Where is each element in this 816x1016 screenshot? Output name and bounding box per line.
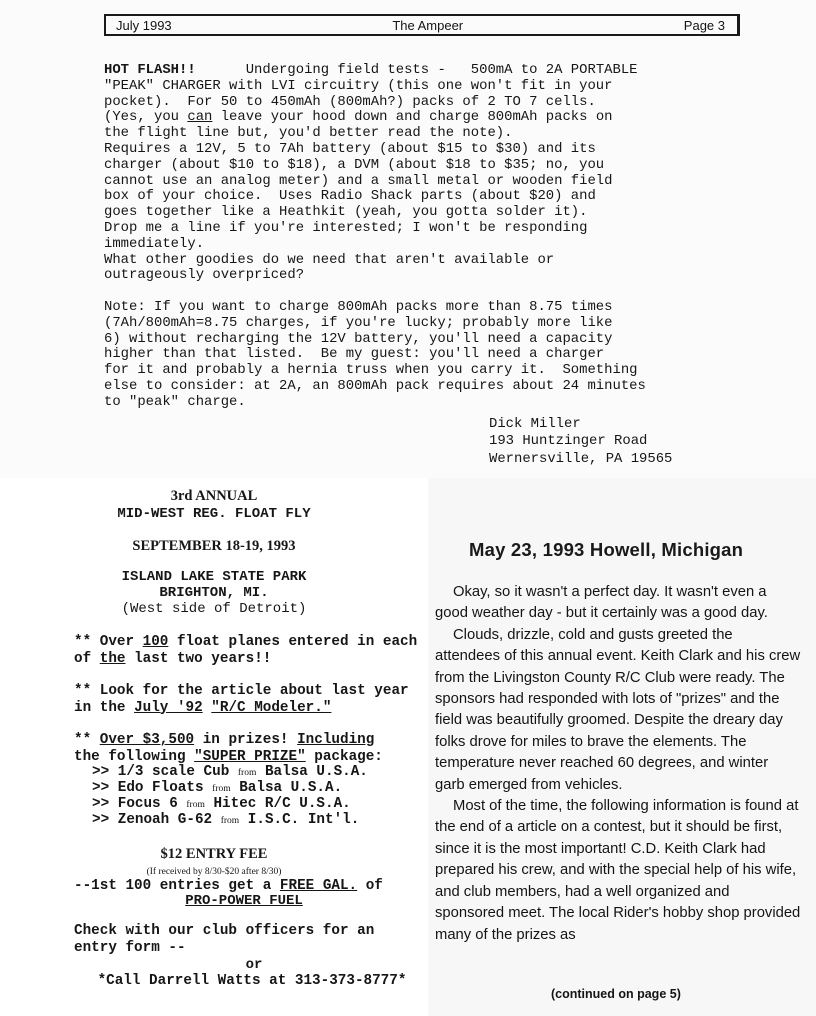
flyer-title-event: MID-WEST REG. FLOAT FLY: [117, 506, 311, 522]
flyer-venue-city: BRIGHTON, MI.: [159, 585, 269, 601]
prize-item: >> Zenoah G-62 from I.S.C. Int'l.: [92, 812, 360, 828]
prize-item: >> Edo Floats from Balsa U.S.A.: [92, 780, 343, 796]
article-howell: [429, 478, 816, 1016]
header-date: July 1993: [116, 17, 172, 33]
hot-flash-line: cannot use an analog meter) and a small metal or wooden field: [104, 172, 613, 189]
article-title: May 23, 1993 Howell, Michigan: [469, 539, 744, 560]
contact-call: *Call Darrell Watts at 313-373-8777*: [97, 973, 407, 989]
hot-flash-line: Drop me a line if you're interested; I won't be responding: [104, 219, 588, 236]
note-line: (7Ah/800mAh=8.75 charges, if you're lucky; probably more like: [104, 314, 613, 331]
hot-flash-line: Requires a 12V, 5 to 7Ah battery (about $15 to $30) and its: [104, 140, 596, 157]
hot-flash-line: immediately.: [104, 235, 205, 252]
hot-flash-line: (Yes, you can leave your hood down and charge 800mAh packs on: [104, 109, 613, 126]
flyer-bullet-article: ** Look for the article about last year in the July '92 "R/C Modeler.": [74, 683, 409, 716]
page-header: [104, 14, 740, 36]
note-line: higher than that listed. Be my guest: you'll need a charger: [104, 346, 605, 363]
note-line: 6) without recharging the 12V battery, you'll need a capacity: [104, 330, 613, 347]
note-line: Note: If you want to charge 800mAh packs more than 8.75 times: [104, 298, 613, 315]
hot-flash-line: What other goodies do we need that aren't available or: [104, 251, 555, 268]
flyer-venue-note: (West side of Detroit): [121, 601, 307, 617]
fuel-brand: PRO-POWER FUEL: [185, 893, 303, 909]
hot-flash-label: HOT FLASH!!: [104, 62, 196, 78]
author-street: 193 Huntzinger Road: [489, 433, 648, 450]
note-line: to "peak" charge.: [104, 393, 246, 410]
free-fuel-offer: --1st 100 entries get a FREE GAL. of: [74, 878, 383, 894]
page-number: Page 3: [683, 17, 725, 33]
continued-note: (continued on page 5): [551, 987, 681, 1001]
article-paragraph: Clouds, drizzle, cold and gusts greeted the attendees of this annual event. Keith Clark and his crew from the Livingston County R/C Club were ready. The sponsors had responded with lots of "prizes" and the field was beautifully groomed. Despite the dreary day folks drove for miles to brave the elements. The temperature never reached 60 degrees, and winter garb emerged from vehicles.: [435, 626, 801, 793]
flyer-or: or: [245, 957, 263, 973]
hot-flash-line: goes together like a Heathkit (yeah, you gotta solder it).: [104, 204, 588, 221]
hot-flash-line: pocket). For 50 to 450mAh (800mAh?) packs of 2 TO 7 cells.: [104, 93, 596, 110]
hot-flash-line: "PEAK" CHARGER with LVI circuitry (this one won't fit in your: [104, 77, 613, 94]
flyer-dates: SEPTEMBER 18-19, 1993: [132, 538, 296, 554]
author-city: Wernersville, PA 19565: [489, 450, 673, 467]
article-paragraph: Okay, so it wasn't a perfect day. It wasn't even a good weather day - but it certainly was a good day.: [435, 584, 768, 622]
flyer-bullet-entries: ** Over 100 float planes entered in each of the last two years!!: [74, 634, 418, 667]
blank-line: [104, 284, 719, 300]
flyer-title-annual: 3rd ANNUAL: [170, 488, 258, 504]
hot-flash-line: HOT FLASH!! Undergoing field tests - 500mA to 2A PORTABLE: [104, 62, 638, 78]
prize-item: >> Focus 6 from Hitec R/C U.S.A.: [92, 796, 351, 812]
author-name: Dick Miller: [489, 416, 581, 432]
hot-flash-section: [104, 63, 719, 411]
hot-flash-line: the flight line but, you'd better read the note).: [104, 125, 513, 142]
hot-flash-line: outrageously overpriced?: [104, 267, 305, 284]
note-line: for it and probably a hernia truss when you carry it. Something: [104, 362, 638, 379]
signature-block: [489, 416, 672, 468]
newsletter-title: The Ampeer: [392, 17, 464, 33]
prize-item: >> 1/3 scale Cub from Balsa U.S.A.: [92, 764, 368, 780]
note-line: else to consider: at 2A, an 800mAh pack requires about 24 minutes: [104, 377, 646, 394]
entry-fee-note: (If received by 8/30-$20 after 8/30): [146, 867, 282, 877]
entry-form-note: Check with our club officers for an entry form --: [74, 923, 375, 956]
flyer-bullet-prizes: ** Over $3,500 in prizes! Including the following "SUPER PRIZE" package:: [74, 732, 383, 765]
float-fly-flyer: [0, 478, 428, 1016]
hot-flash-line: box of your choice. Uses Radio Shack parts (about $20) and: [104, 188, 596, 205]
article-body: [435, 582, 801, 946]
flyer-venue-park: ISLAND LAKE STATE PARK: [121, 569, 307, 585]
article-paragraph: Most of the time, the following information is found at the end of a article on a contest, but it should be first, since it is the most important! C.D. Keith Clark had prepared his crew, and with the special help of his wife, and club members, had a well organized and sponsored meet. The local Rider's hobby shop provided many of the prizes as: [435, 798, 801, 943]
hot-flash-line: charger (about $10 to $18), a DVM (about $18 to $35; no, you: [104, 156, 605, 173]
entry-fee: $12 ENTRY FEE: [160, 846, 268, 862]
